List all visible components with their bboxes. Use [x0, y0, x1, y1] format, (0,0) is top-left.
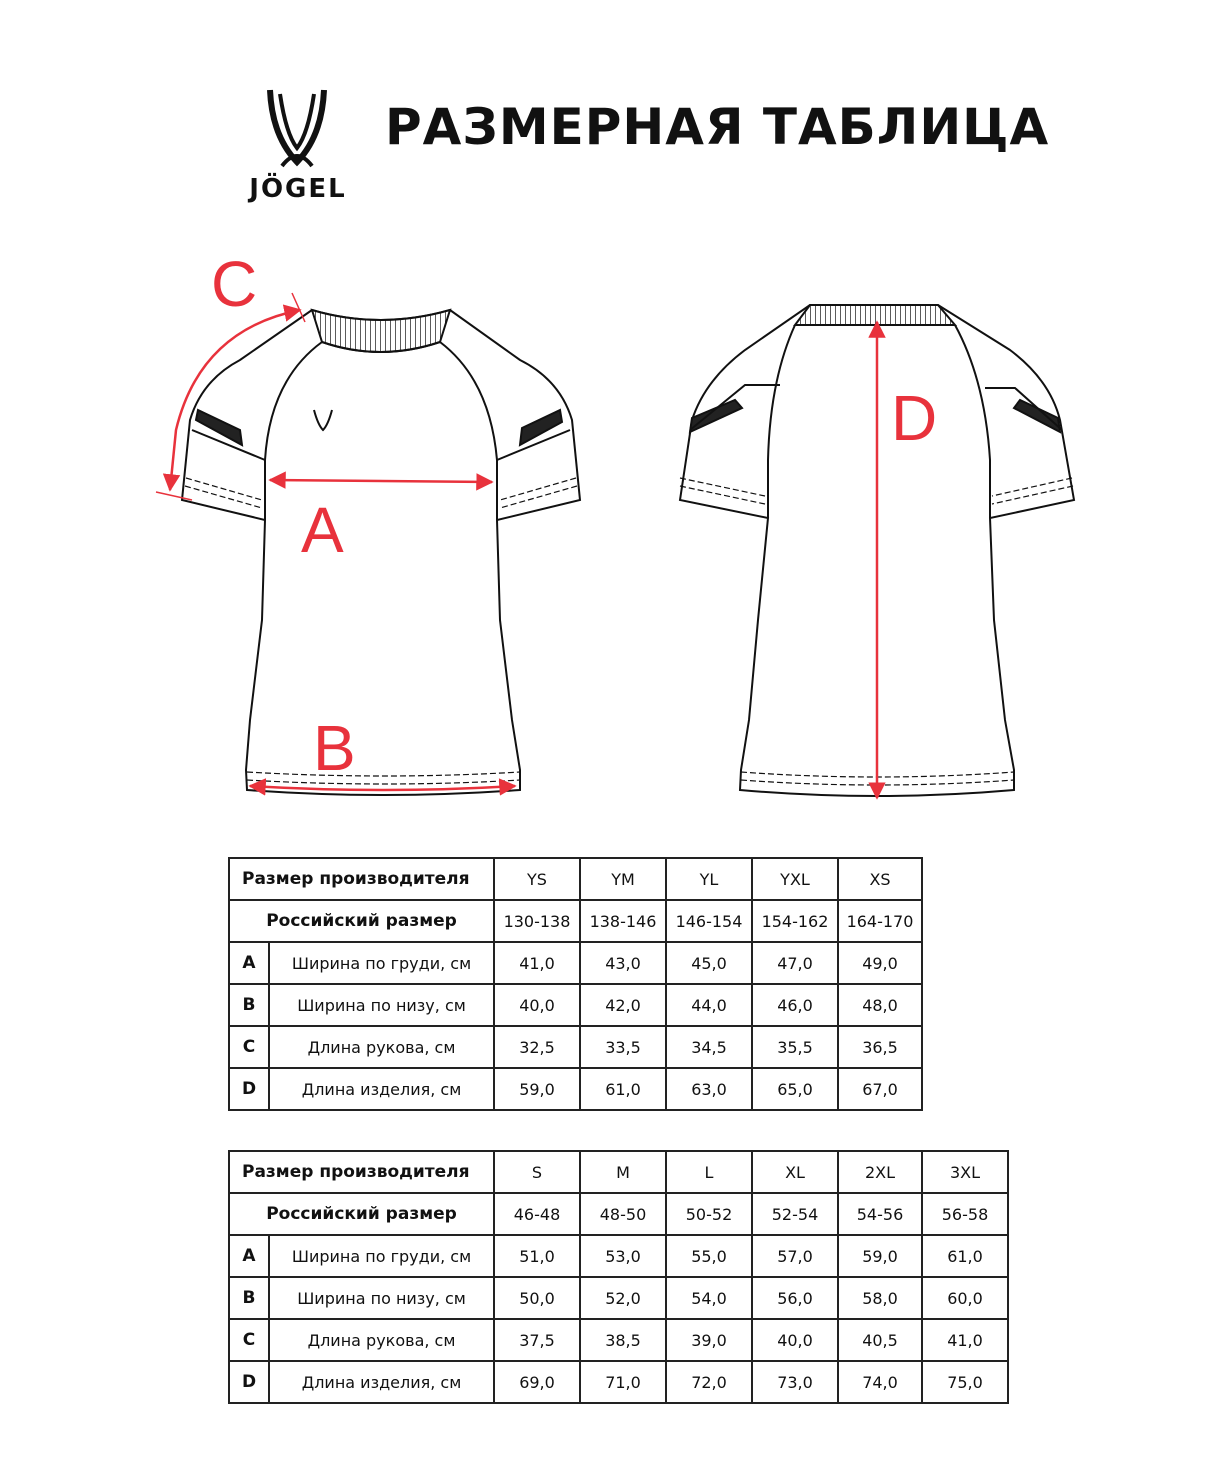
row-label: Ширина по груди, см — [269, 942, 494, 984]
measure-line-c-tick-top — [292, 293, 305, 322]
value-cell: 59,0 — [494, 1068, 580, 1110]
measure-label-d: D — [891, 382, 938, 454]
value-cell: 45,0 — [666, 942, 752, 984]
size-table-youth — [228, 857, 923, 1111]
russian-size-cell: 48-50 — [580, 1193, 666, 1235]
value-cell: 63,0 — [666, 1068, 752, 1110]
table-row-manufacturer — [229, 858, 922, 900]
russian-size-cell: 46-48 — [494, 1193, 580, 1235]
value-cell: 40,5 — [838, 1319, 922, 1361]
brand-wordmark: JÖGEL — [249, 174, 347, 204]
table-row — [229, 1026, 922, 1068]
size-cell: 2XL — [838, 1151, 922, 1193]
russian-size-cell: 50-52 — [666, 1193, 752, 1235]
table-row-russian — [229, 1193, 1008, 1235]
value-cell: 48,0 — [838, 984, 922, 1026]
manufacturer-size-label: Размер производителя — [229, 1151, 494, 1193]
row-label: Ширина по низу, см — [269, 1277, 494, 1319]
value-cell: 61,0 — [580, 1068, 666, 1110]
russian-size-label: Российский размер — [229, 900, 494, 942]
size-cell: L — [666, 1151, 752, 1193]
value-cell: 36,5 — [838, 1026, 922, 1068]
size-cell: 3XL — [922, 1151, 1008, 1193]
russian-size-cell: 52-54 — [752, 1193, 838, 1235]
value-cell: 53,0 — [580, 1235, 666, 1277]
size-cell: XL — [752, 1151, 838, 1193]
value-cell: 38,5 — [580, 1319, 666, 1361]
measure-label-a: A — [301, 494, 344, 566]
value-cell: 35,5 — [752, 1026, 838, 1068]
table-row — [229, 1068, 922, 1110]
table-row-russian — [229, 900, 922, 942]
value-cell: 41,0 — [494, 942, 580, 984]
row-letter: B — [229, 1277, 269, 1319]
size-cell: YXL — [752, 858, 838, 900]
value-cell: 58,0 — [838, 1277, 922, 1319]
size-table-adult — [228, 1150, 1009, 1404]
value-cell: 74,0 — [838, 1361, 922, 1403]
value-cell: 47,0 — [752, 942, 838, 984]
value-cell: 72,0 — [666, 1361, 752, 1403]
russian-size-cell: 146-154 — [666, 900, 752, 942]
value-cell: 60,0 — [922, 1277, 1008, 1319]
value-cell: 65,0 — [752, 1068, 838, 1110]
value-cell: 54,0 — [666, 1277, 752, 1319]
value-cell: 57,0 — [752, 1235, 838, 1277]
row-label: Длина рукова, см — [269, 1319, 494, 1361]
shirt-front — [182, 310, 580, 795]
size-cell: S — [494, 1151, 580, 1193]
value-cell: 55,0 — [666, 1235, 752, 1277]
value-cell: 71,0 — [580, 1361, 666, 1403]
value-cell: 42,0 — [580, 984, 666, 1026]
measure-label-b: B — [313, 712, 356, 784]
russian-size-cell: 54-56 — [838, 1193, 922, 1235]
row-label: Длина рукова, см — [269, 1026, 494, 1068]
russian-size-cell: 138-146 — [580, 900, 666, 942]
size-cell: YL — [666, 858, 752, 900]
row-label: Ширина по низу, см — [269, 984, 494, 1026]
jogel-v-icon — [262, 88, 332, 168]
value-cell: 32,5 — [494, 1026, 580, 1068]
value-cell: 33,5 — [580, 1026, 666, 1068]
row-letter: D — [229, 1068, 269, 1110]
value-cell: 40,0 — [752, 1319, 838, 1361]
brand-logo — [232, 88, 362, 208]
value-cell: 52,0 — [580, 1277, 666, 1319]
measure-label-c: C — [211, 248, 258, 320]
size-cell: YM — [580, 858, 666, 900]
table-row — [229, 1361, 1008, 1403]
russian-size-cell: 164-170 — [838, 900, 922, 942]
table-row — [229, 942, 922, 984]
size-cell: YS — [494, 858, 580, 900]
row-letter: A — [229, 942, 269, 984]
value-cell: 51,0 — [494, 1235, 580, 1277]
row-label: Ширина по груди, см — [269, 1235, 494, 1277]
value-cell: 46,0 — [752, 984, 838, 1026]
russian-size-label: Российский размер — [229, 1193, 494, 1235]
value-cell: 67,0 — [838, 1068, 922, 1110]
value-cell: 50,0 — [494, 1277, 580, 1319]
row-label: Длина изделия, см — [269, 1361, 494, 1403]
russian-size-cell: 130-138 — [494, 900, 580, 942]
value-cell: 61,0 — [922, 1235, 1008, 1277]
russian-size-cell: 56-58 — [922, 1193, 1008, 1235]
table-row — [229, 1235, 1008, 1277]
tshirt-diagram — [0, 220, 1230, 820]
value-cell: 56,0 — [752, 1277, 838, 1319]
value-cell: 40,0 — [494, 984, 580, 1026]
size-cell: M — [580, 1151, 666, 1193]
value-cell: 44,0 — [666, 984, 752, 1026]
value-cell: 59,0 — [838, 1235, 922, 1277]
value-cell: 69,0 — [494, 1361, 580, 1403]
russian-size-cell: 154-162 — [752, 900, 838, 942]
row-letter: B — [229, 984, 269, 1026]
value-cell: 43,0 — [580, 942, 666, 984]
page-title: РАЗМЕРНАЯ ТАБЛИЦА — [385, 98, 1050, 156]
table-row — [229, 984, 922, 1026]
row-letter: D — [229, 1361, 269, 1403]
value-cell: 41,0 — [922, 1319, 1008, 1361]
row-letter: C — [229, 1026, 269, 1068]
row-letter: C — [229, 1319, 269, 1361]
value-cell: 34,5 — [666, 1026, 752, 1068]
size-cell: XS — [838, 858, 922, 900]
row-letter: A — [229, 1235, 269, 1277]
value-cell: 39,0 — [666, 1319, 752, 1361]
table-row — [229, 1319, 1008, 1361]
manufacturer-size-label: Размер производителя — [229, 858, 494, 900]
table-row-manufacturer — [229, 1151, 1008, 1193]
value-cell: 73,0 — [752, 1361, 838, 1403]
value-cell: 49,0 — [838, 942, 922, 984]
value-cell: 37,5 — [494, 1319, 580, 1361]
row-label: Длина изделия, см — [269, 1068, 494, 1110]
value-cell: 75,0 — [922, 1361, 1008, 1403]
table-row — [229, 1277, 1008, 1319]
